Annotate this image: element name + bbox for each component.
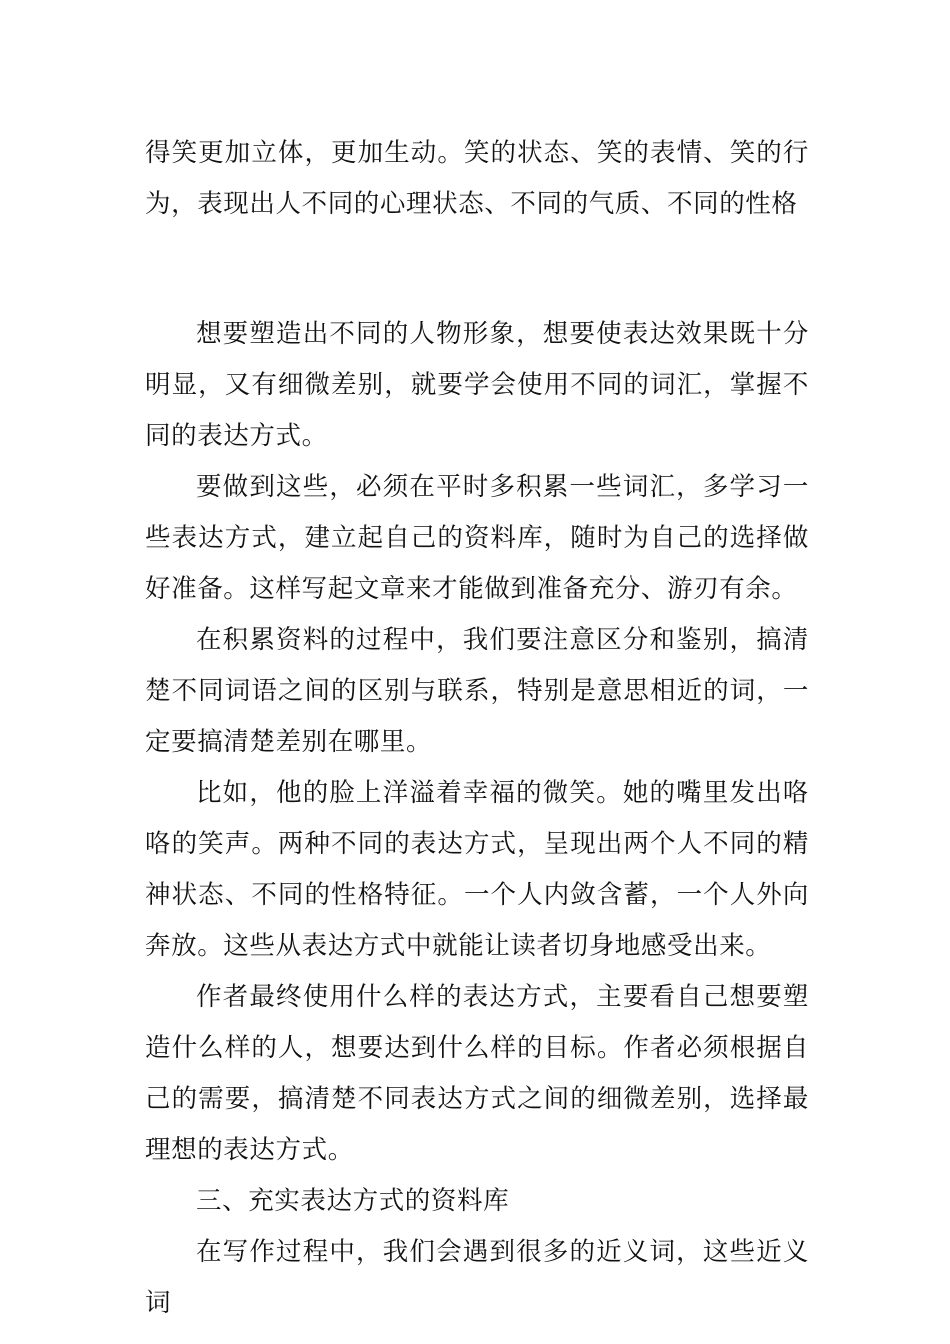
paragraph: 要做到这些，必须在平时多积累一些词汇，多学习一些表达方式，建立起自己的资料库，随时为自己的选择做好准备。这样写起文章来才能做到准备充分、游刃有余。 xyxy=(145,472,809,604)
paragraph-top-fragment: 得笑更加立体，更加生动。笑的状态、笑的表情、笑的行为，表现出人不同的心理状态、不同的气质、不同的性格 xyxy=(145,138,809,219)
paragraph: 作者最终使用什么样的表达方式，主要看自己想要塑造什么样的人，想要达到什么样的目标。作者必须根据自己的需要，搞清楚不同表达方式之间的细微差别，选择最理想的表达方式。 xyxy=(145,982,809,1165)
paragraph: 想要塑造出不同的人物形象，想要使表达效果既十分明显，又有细微差别，就要学会使用不同的词汇，掌握不同的表达方式。 xyxy=(145,319,809,451)
paragraph: 在积累资料的过程中，我们要注意区分和鉴别，搞清楚不同词语之间的区别与联系，特别是意思相近的词，一定要搞清楚差别在哪里。 xyxy=(145,625,809,757)
paragraph: 比如，他的脸上洋溢着幸福的微笑。她的嘴里发出咯咯的笑声。两种不同的表达方式，呈现出两个人不同的精神状态、不同的性格特征。一个人内敛含蓄，一个人外向奔放。这些从表达方式中就能让读者切身地感受出来。 xyxy=(145,778,809,961)
paragraph: 在写作过程中，我们会遇到很多的近义词，这些近义词 xyxy=(145,1237,809,1318)
body-text xyxy=(145,309,809,1329)
section-heading: 三、充实表达方式的资料库 xyxy=(196,1186,510,1216)
